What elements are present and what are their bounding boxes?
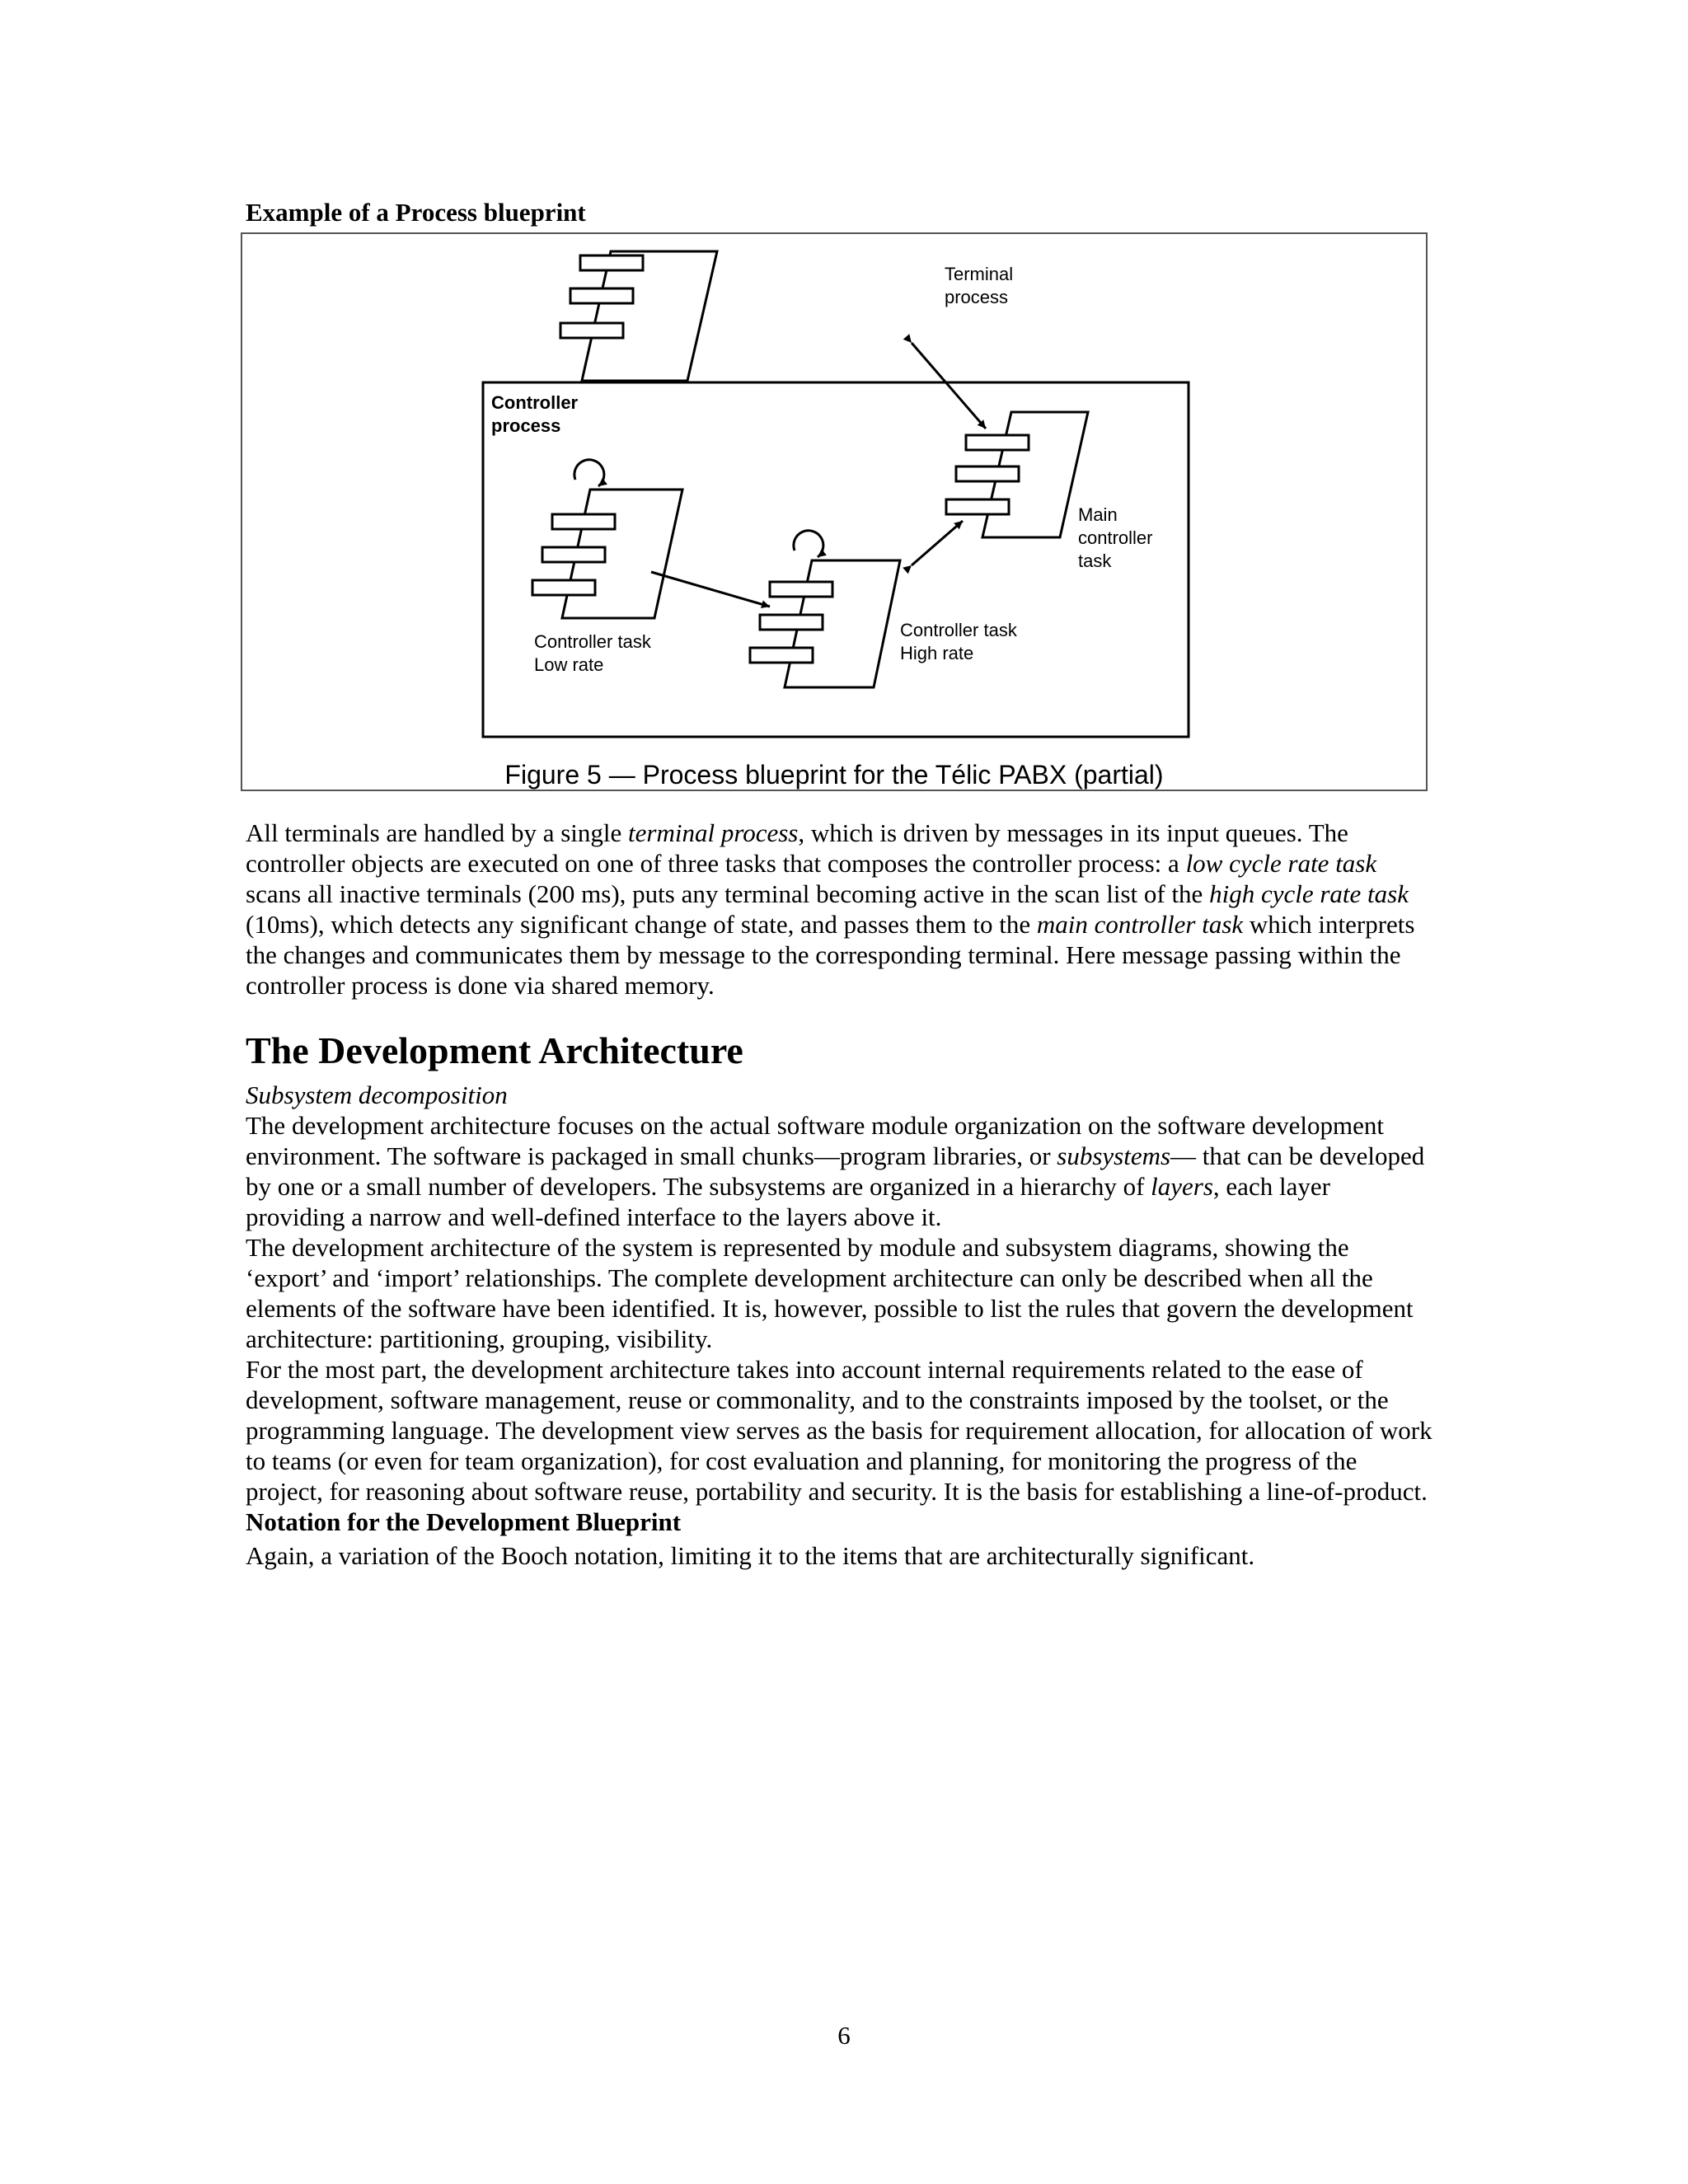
terminal-process-label-line1: Terminal [945,264,1014,284]
controller-process-label-line2: process [491,415,561,436]
emphasis: subsystems [1057,1141,1171,1170]
terminal-process-icon [560,251,717,381]
subsystem-subtitle: Subsystem decomposition [246,1080,508,1109]
low-rate-self-loop-icon [574,460,604,486]
emphasis: main controller task [1036,910,1244,939]
low-to-high-arrow [651,572,770,607]
dev-paragraph-4: Again, a variation of the Booch notation, limiting it to the items that are architecturally significant. [246,1541,1255,1570]
text: The development architecture focuses on the actual software module organization on the software development environment. The software is packaged in small chunks—program libraries, or [246,1111,1384,1170]
controller-process-label-line1: Controller [491,392,579,413]
emphasis: layers [1151,1172,1213,1201]
page-number: 6 [837,2021,851,2050]
dev-paragraph-2: The development architecture of the system is represented by module and subsystem diagrams, showing the ‘export’ and ‘import’ relationships. The complete development architecture can only be described when all the elements of the software have been identified. It is, however, possible to list the rules that govern the development architecture: partitioning, grouping, visibility. [246,1233,1414,1353]
process-paragraph [246,818,1432,1001]
low-rate-label-line1: Controller task [534,631,651,652]
main-controller-label-line3: task [1078,551,1112,571]
text: — that can be developed by one or a small number of developers. The subsystems are organized in a hierarchy of [246,1141,1425,1201]
text: , each layer providing a narrow and well-defined interface to the layers above it. [246,1172,1330,1231]
section-heading: Example of a Process blueprint [246,198,586,227]
high-rate-label-line2: High rate [900,643,974,663]
process-blueprint-diagram [242,234,1426,790]
development-architecture-title: The Development Architecture [246,1029,743,1071]
terminal-process-label-line2: process [945,287,1009,307]
main-controller-label-line1: Main [1078,504,1118,525]
text: , which is driven by messages in its input queues. The controller objects are executed on one of three tasks that composes the controller process: a [246,818,1348,878]
notation-heading: Notation for the Development Blueprint [246,1507,682,1536]
text: All terminals are handled by a single [246,818,629,847]
terminal-to-main-arrow [912,343,986,429]
dev-paragraph-1 [246,1110,1432,1232]
high-rate-task-icon [750,560,900,687]
text: scans all inactive terminals (200 ms), puts any terminal becoming active in the scan list of the [246,879,1210,908]
figure-frame [241,232,1428,791]
high-rate-label-line1: Controller task [900,620,1017,640]
main-controller-label-line2: controller [1078,527,1153,548]
low-rate-label-line2: Low rate [534,654,604,675]
emphasis: terminal process [628,818,799,847]
high-rate-self-loop-icon [794,531,823,557]
low-rate-task-icon [532,490,682,618]
main-controller-task-icon [946,412,1088,537]
figure-caption: Figure 5 — Process blueprint for the Télic PABX (partial) [504,760,1164,790]
emphasis: low cycle rate task [1185,849,1377,878]
text: which interprets the changes and communicates them by message to the corresponding terminal. Here message passing within the controller process is done via shared memory. [246,910,1415,1000]
text: (10ms), which detects any significant change of state, and passes them to the [246,910,1037,939]
development-architecture-body [246,1080,1432,1571]
high-to-main-arrow [912,521,963,565]
emphasis: high cycle rate task [1209,879,1409,908]
dev-paragraph-3: For the most part, the development architecture takes into account internal requirements related to the ease of development, software management, reuse or commonality, and to the constraints imposed by the toolset, or the programming language. The development view serves as the basis for requirement allocation, for allocation of work to teams (or even for team organization), for cost evaluation and planning, for monitoring the progress of the project, for reasoning about software reuse, portability and security. It is the basis for establishing a line-of-product. [246,1355,1432,1506]
